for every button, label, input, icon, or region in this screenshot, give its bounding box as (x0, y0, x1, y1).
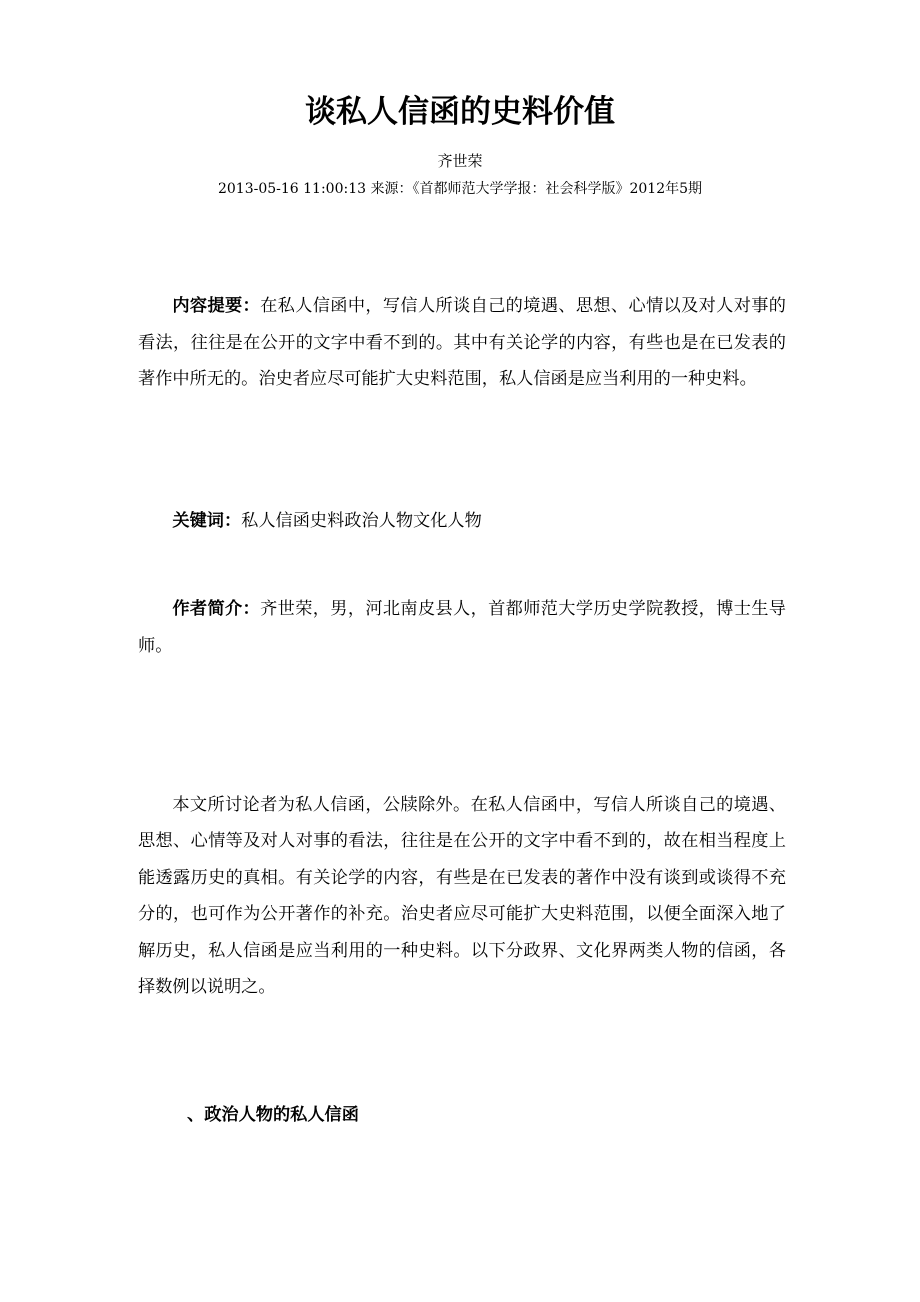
abstract-label: 内容提要： (172, 296, 261, 316)
article-title: 谈私人信函的史料价值 (305, 94, 615, 130)
author-bio-paragraph (138, 591, 786, 664)
abstract-text: 在私人信函中，写信人所谈自己的境遇、思想、心情以及对人对事的看法，往往是在公开的文字中看不到的。其中有关论学的内容，有些也是在已发表的著作中所无的。治史者应尽可能扩大史料范围，私人信函是应当利用的一种史料。 (138, 296, 786, 389)
article-author: 齐世荣 (437, 152, 483, 170)
keywords-text: 私人信函史料政治人物文化人物 (241, 511, 482, 531)
abstract-paragraph (138, 288, 786, 398)
author-bio-text: 齐世荣，男，河北南皮县人，首都师范大学历史学院教授，博士生导师。 (138, 599, 786, 656)
keywords-label: 关键词： (172, 511, 242, 531)
article-source-line: 2013-05-16 11:00:13 来源：《首都师范大学学报：社会科学版》2012年5期 (217, 181, 703, 197)
section-heading: 、政治人物的私人信函 (187, 1105, 359, 1125)
author-bio-label: 作者简介： (172, 599, 261, 619)
keywords-paragraph (138, 503, 786, 540)
body-paragraph: 本文所讨论者为私人信函，公牍除外。在私人信函中，写信人所谈自己的境遇、思想、心情等及对人对事的看法，往往是在公开的文字中看不到的，故在相当程度上能透露历史的真相。有关论学的内容，有些是在已发表的著作中没有谈到或谈得不充分的，也可作为公开著作的补充。治史者应尽可能扩大史料范围，以便全面深入地了解历史，私人信函是应当利用的一种史料。以下分政界、文化界两类人物的信函，各择数例以说明之。 (138, 795, 786, 998)
